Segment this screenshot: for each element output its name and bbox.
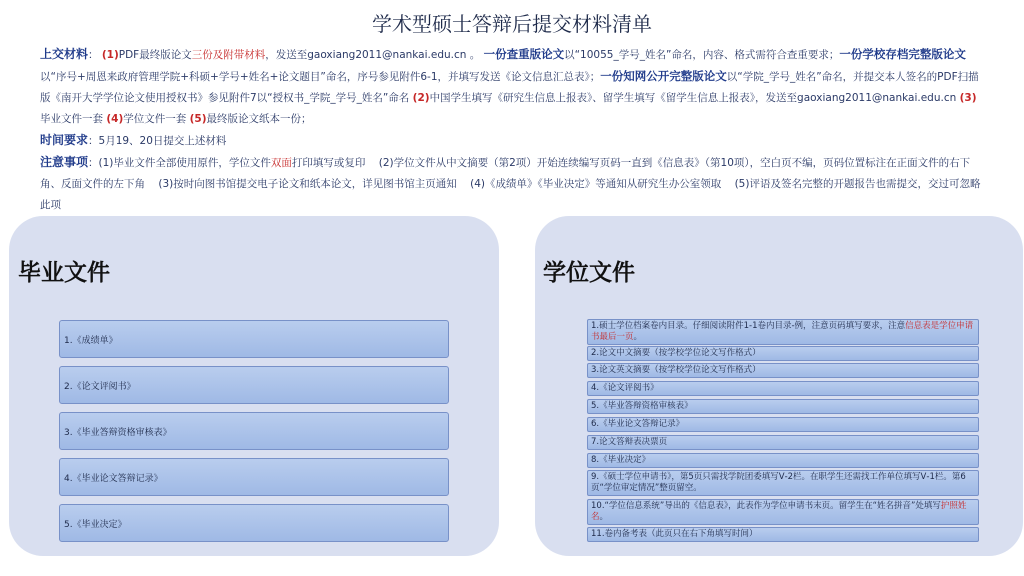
text: 10.“学位信息系统”导出的《信息表》，此表作为学位申请书末页。留学生在“姓名拼音”处填写 <box>591 501 941 511</box>
highlight-text: 三份及附带材料 <box>191 49 266 61</box>
graduation-item: 4.《毕业论文答辩记录》 <box>59 458 449 496</box>
colon: ： <box>88 157 99 169</box>
item-number: (4) <box>106 113 124 125</box>
graduation-item: 3.《毕业答辩资格审核表》 <box>59 412 449 450</box>
degree-item: 6.《毕业论文答辩记录》 <box>587 417 979 432</box>
degree-title: 学位文件 <box>543 260 635 286</box>
time-label: 时间要求 <box>40 133 89 147</box>
graduation-item: 2.《论文评阅书》 <box>59 366 449 404</box>
highlight-text: 信息表是学位申请书最后一页 <box>591 321 974 342</box>
item-number: (1) <box>101 49 119 61</box>
degree-item: 3.论文英文摘要（按学校学位论文写作格式） <box>587 363 979 378</box>
text: 以“10055_学号_姓名”命名，内容、格式需符合查重要求； <box>564 49 840 61</box>
degree-panel <box>535 216 1023 556</box>
notes-paragraph <box>40 152 986 216</box>
highlight-text: 双面 <box>270 157 292 169</box>
text: 以“学院_学号_姓名”命名，并提交本人签名的PDF扫描版《南开大学学位论文使用授权书》参见附件7以“授权书_学院_学号_姓名”命名 <box>40 71 979 104</box>
text: 学位文件一套 <box>123 113 187 125</box>
graduation-item: 5.《毕业决定》 <box>59 504 449 542</box>
item-number: (5) <box>189 113 207 125</box>
item-number: (3) <box>959 92 977 104</box>
item-number: (2) <box>412 92 430 104</box>
text: 9.《硕士学位申请书》，第5页只需找学院团委填写Ⅴ-2栏。在职学生还需找工作单位填写Ⅴ-1栏。第6页“学位审定情况”整页留空。 <box>591 472 966 493</box>
degree-item <box>587 319 979 345</box>
degree-item: 11.卷内备考表（此页只在右下角填写时间） <box>587 527 979 542</box>
info-block <box>40 44 986 216</box>
submission-paragraph <box>40 44 986 130</box>
text: ，发送至gaoxiang2011@nankai.edu.cn 。 <box>265 49 481 61</box>
text: 以“序号+周恩来政府管理学院+科硕+学号+姓名+论文题目”命名，序号参见附件6-1，并填写发送《论文信息汇总表》； <box>40 71 601 83</box>
text: 毕业文件一套 <box>40 113 103 125</box>
text: 打印填写或复印 <box>291 157 366 169</box>
colon: ： <box>88 49 99 61</box>
degree-item <box>587 499 979 525</box>
text: 1.硕士学位档案卷内目录。仔细阅读附件1-1卷内目录-例，注意页码填写要求，注意 <box>591 321 906 331</box>
text: (5)评语及签名完整的开题报告也需提交，交过可忽略此项 <box>40 178 981 211</box>
colon: ： <box>88 135 99 147</box>
text: 中国学生填写《研究生信息上报表》、留学生填写《留学生信息上报表》，发送至gaoxiang2011@nankai.edu.cn <box>429 92 957 104</box>
text: (3)按时向图书馆提交电子论文和纸本论文，详见图书馆主页通知 <box>158 178 457 190</box>
text: PDF最终版论文 <box>118 49 192 61</box>
text: 最终版论文纸本一份； <box>206 113 312 125</box>
degree-item: 5.《毕业答辩资格审核表》 <box>587 399 979 414</box>
bold-text: 一份查重版论文 <box>483 47 565 61</box>
bold-text: 一份学校存档完整版论文 <box>839 47 966 61</box>
text: 。 <box>633 332 643 342</box>
degree-item: 8.《毕业决定》 <box>587 453 979 468</box>
degree-item: 7.论文答辩表决票页 <box>587 435 979 450</box>
degree-item: 2.论文中文摘要（按学校学位论文写作格式） <box>587 346 979 361</box>
graduation-title: 毕业文件 <box>18 260 110 286</box>
text: (4)《成绩单》《毕业决定》等通知从研究生办公室领取 <box>470 178 722 190</box>
graduation-panel <box>9 216 499 556</box>
text: 。 <box>599 512 609 522</box>
time-paragraph <box>40 130 986 152</box>
bold-text: 一份知网公开完整版论文 <box>600 69 727 83</box>
submission-label: 上交材料 <box>40 47 89 61</box>
degree-item <box>587 470 979 496</box>
text: (1)毕业文件全部使用原件，学位文件 <box>98 157 271 169</box>
graduation-item: 1.《成绩单》 <box>59 320 449 358</box>
page-title: 学术型硕士答辩后提交材料清单 <box>372 12 652 36</box>
time-text: 5月19、20日提交上述材料 <box>98 135 227 147</box>
degree-item: 4.《论文评阅书》 <box>587 381 979 396</box>
text: (2)学位文件从中文摘要（第2项）开始连续编写页码一直到《信息表》（第10项），空白页不编，页码位置标注在正面文件的右下角、反面文件的左下角 <box>40 157 971 190</box>
highlight-text: 护照姓名 <box>591 501 967 522</box>
notes-label: 注意事项 <box>40 155 89 169</box>
